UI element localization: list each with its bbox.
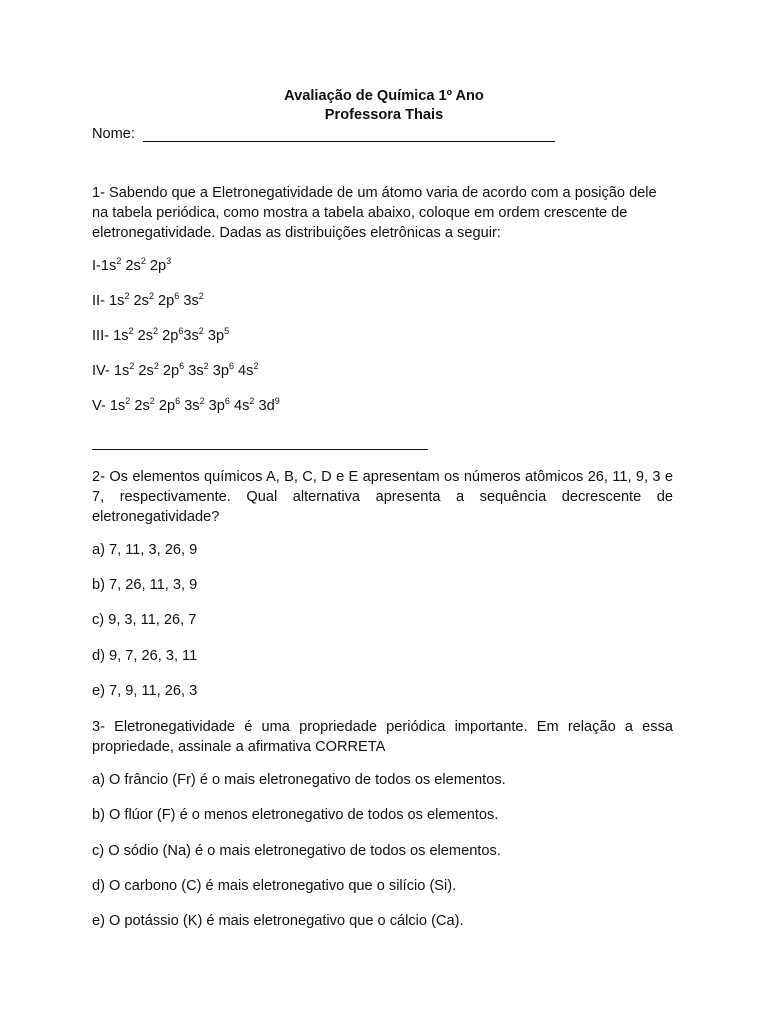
orbital-term [125, 258, 145, 274]
orbital-term [234, 398, 254, 414]
electron-count: 6 [224, 396, 230, 406]
electron-count: 2 [148, 291, 154, 301]
orbital-label: 3s [183, 328, 199, 344]
orbital-term [101, 258, 121, 274]
orbital-term [134, 293, 154, 309]
electron-count: 3 [166, 256, 172, 266]
orbital-term [159, 398, 180, 414]
q1-item-label: V- [92, 398, 110, 414]
orbital-term [150, 258, 171, 274]
orbital-term [258, 398, 279, 414]
electron-count: 2 [116, 256, 122, 266]
electron-count: 2 [249, 396, 255, 406]
q1-item [92, 328, 229, 345]
orbital-label: 1s [113, 363, 130, 379]
orbital-term [114, 363, 134, 379]
orbital-label: 1s [100, 258, 117, 274]
electron-count: 2 [149, 396, 155, 406]
orbital-term [183, 328, 203, 344]
q1-item-label: II- [92, 293, 110, 309]
electron-count: 2 [129, 361, 135, 371]
q1-item [92, 258, 171, 275]
q3-option-b: b) O flúor (F) é o menos eletronegativo de todos os elementos. [92, 807, 499, 823]
orbital-label: 2p [158, 293, 175, 309]
orbital-label: 2p [149, 258, 167, 274]
orbital-label: 1s [113, 328, 129, 344]
q2-option-b: b) 7, 26, 11, 3, 9 [92, 577, 198, 593]
q1-item [92, 293, 204, 310]
orbital-term [158, 293, 179, 309]
orbital-term [208, 328, 229, 344]
orbital-label: 2p [162, 328, 179, 344]
orbital-label: 3s [188, 363, 204, 379]
orbital-label: 1s [109, 293, 125, 309]
q2-option-d: d) 9, 7, 26, 3, 11 [92, 648, 198, 664]
electron-count: 2 [128, 326, 134, 336]
q3-statement: 3- Eletronegatividade é uma propriedade periódica importante. Em relação a essa propriedade, assinale a afirmativa CORRETA [92, 719, 673, 755]
orbital-term [138, 328, 158, 344]
orbital-label: 3p [212, 363, 229, 379]
q2-option-a: a) 7, 11, 3, 26, 9 [92, 542, 198, 558]
electron-count: 2 [198, 326, 204, 336]
orbital-term [134, 398, 154, 414]
orbital-label: 3d [258, 398, 275, 414]
q1-item-label: IV- [92, 363, 114, 379]
exam-title: Avaliação de Química 1º Ano [284, 88, 484, 104]
electron-count: 5 [224, 326, 230, 336]
electron-count: 2 [153, 326, 159, 336]
q2-option-e: e) 7, 9, 11, 26, 3 [92, 683, 198, 699]
electron-count: 2 [203, 361, 209, 371]
orbital-term [184, 398, 204, 414]
q1-item-label: III- [92, 328, 114, 344]
name-blank-line [143, 141, 555, 142]
electron-count: 2 [199, 396, 205, 406]
orbital-term [138, 363, 158, 379]
electron-count: 6 [174, 291, 180, 301]
electron-count: 2 [198, 291, 204, 301]
q3-option-d: d) O carbono (C) é mais eletronegativo que o silício (Si). [92, 878, 457, 894]
q3-option-e: e) O potássio (K) é mais eletronegativo que o cálcio (Ca). [92, 913, 464, 929]
electron-count: 2 [253, 361, 259, 371]
orbital-term [188, 363, 208, 379]
teacher-name: Professora Thais [324, 107, 444, 123]
q3-option-c: c) O sódio (Na) é o mais eletronegativo de todos os elementos. [92, 843, 501, 859]
orbital-label: 2s [125, 258, 141, 274]
orbital-term [110, 398, 130, 414]
orbital-label: 4s [238, 363, 254, 379]
orbital-term [183, 293, 203, 309]
orbital-label: 4s [233, 398, 250, 414]
electron-count: 6 [175, 396, 181, 406]
electron-count: 6 [228, 361, 234, 371]
orbital-term [213, 363, 234, 379]
q2-statement: 2- Os elementos químicos A, B, C, D e E apresentam os números atômicos 26, 11, 9, 3 e 7, respectivamente. Qual alternativa apresenta a sequência decrescente de eletronegatividade? [92, 469, 673, 525]
q1-statement: 1- Sabendo que a Eletronegatividade de um átomo varia de acordo com a posição dele na tabela periódica, como mostra a tabela abaixo, coloque em ordem crescente de eletronegatividade. Dadas as distribuições eletrônicas a seguir: [92, 185, 657, 241]
electron-count: 6 [178, 326, 184, 336]
q3-option-a: a) O frâncio (Fr) é o mais eletronegativo de todos os elementos. [92, 772, 506, 788]
q1-item [92, 363, 258, 380]
q2-option-c: c) 9, 3, 11, 26, 7 [92, 612, 197, 628]
orbital-label: 2s [133, 293, 149, 309]
orbital-label: 3s [184, 398, 200, 414]
orbital-label: 1s [109, 398, 126, 414]
electron-count: 9 [274, 396, 280, 406]
orbital-term [209, 398, 230, 414]
orbital-label: 3s [183, 293, 199, 309]
answer-line [92, 449, 428, 450]
electron-count: 2 [125, 396, 131, 406]
electron-count: 6 [179, 361, 185, 371]
orbital-label: 3p [208, 398, 225, 414]
orbital-label: 2p [162, 363, 180, 379]
electron-count: 2 [153, 361, 159, 371]
q1-item-label: I- [92, 258, 101, 274]
orbital-label: 2s [138, 363, 154, 379]
orbital-term [113, 328, 133, 344]
orbital-term [238, 363, 258, 379]
orbital-label: 2s [137, 328, 154, 344]
electron-count: 2 [140, 256, 146, 266]
orbital-label: 2p [158, 398, 176, 414]
orbital-label: 3p [207, 328, 225, 344]
orbital-term [163, 363, 184, 379]
orbital-term [109, 293, 129, 309]
electron-count: 2 [124, 291, 130, 301]
orbital-label: 2s [134, 398, 150, 414]
orbital-term [162, 328, 183, 344]
name-label: Nome: [92, 126, 135, 142]
q1-item [92, 398, 280, 415]
